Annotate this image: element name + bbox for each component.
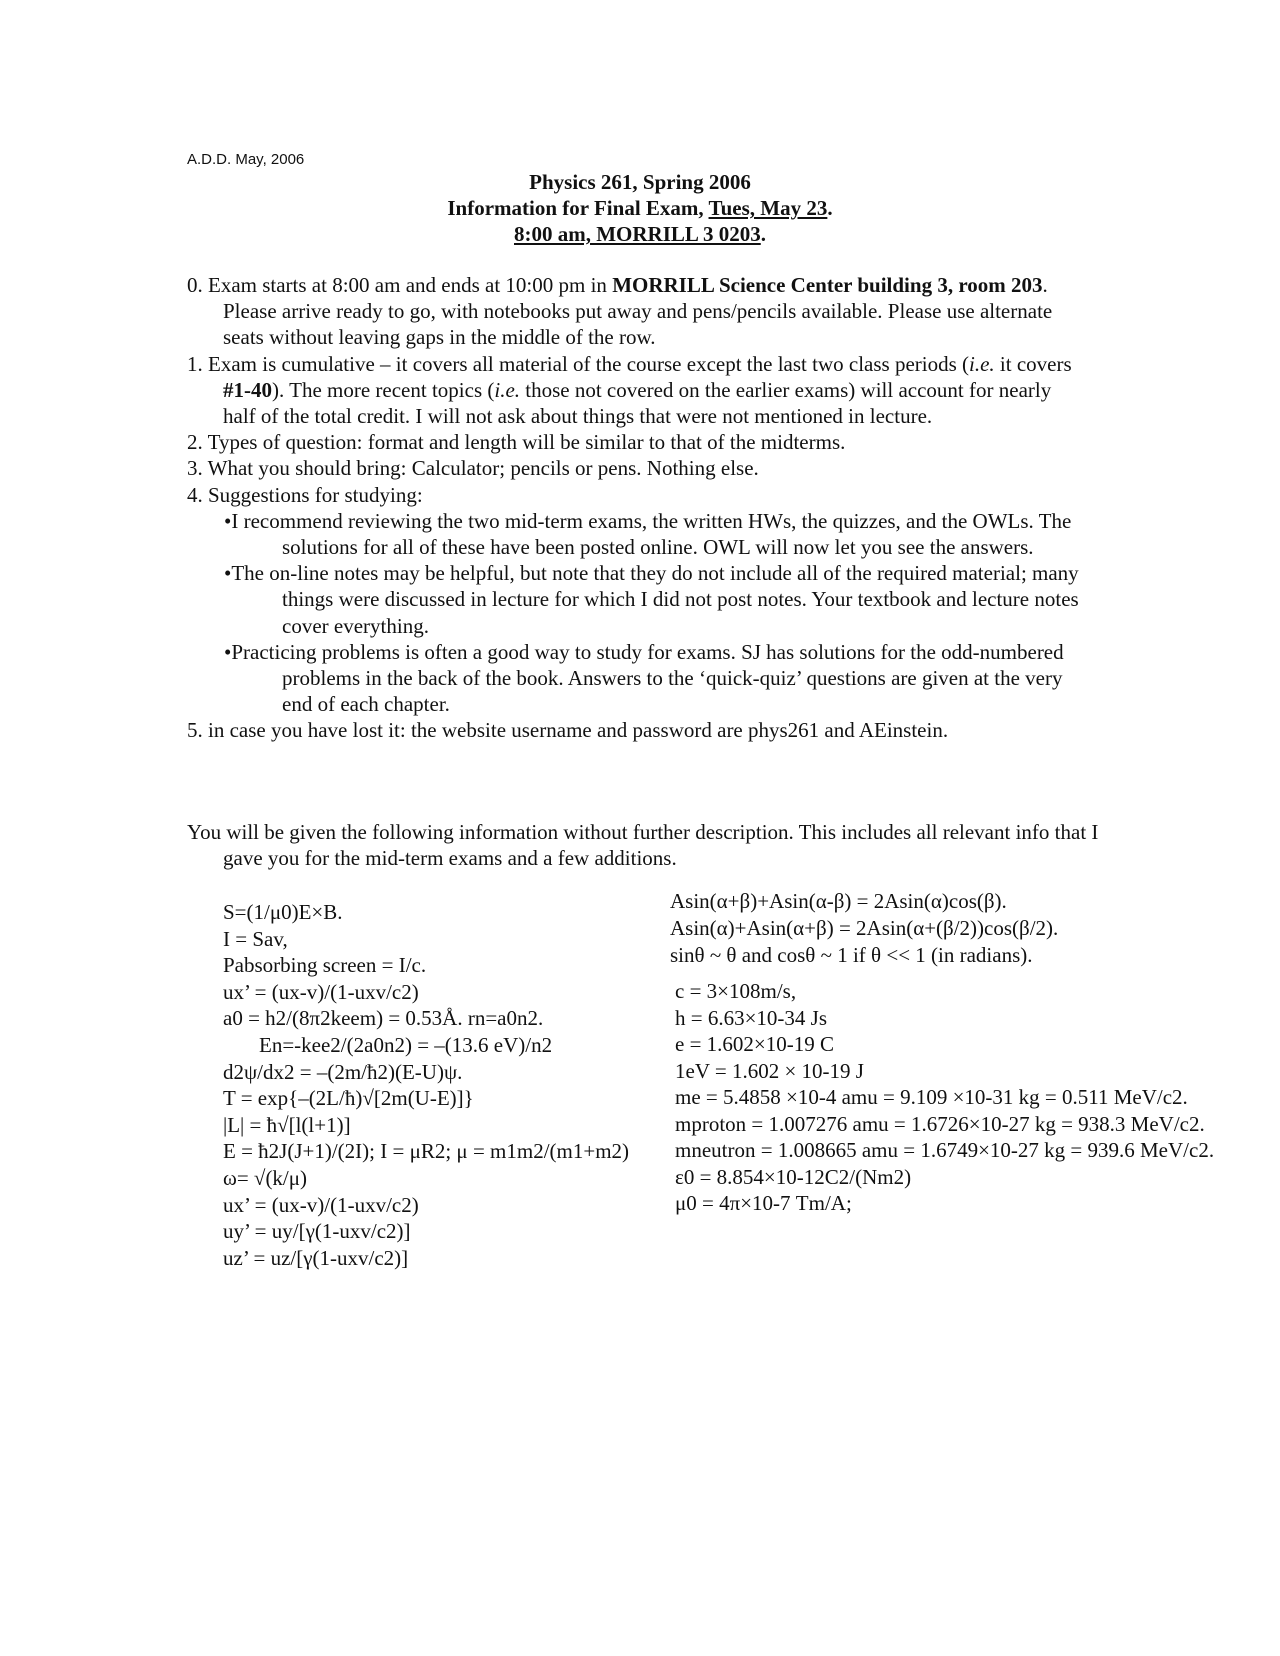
constant-eps0: ε0 = 8.854×10-12C2/(Nm2) [675,1164,912,1189]
constant-e: e = 1.602×10-19 C [675,1032,835,1056]
list-item: 5. in case you have lost it: the website username and password are phys261 and AEinstein. [187,718,949,743]
list-item: 0. Exam starts at 8:00 am and ends at 10:00 pm in MORRILL Science Center building 3, room 203. Please arrive ready to go, with notebooks put away and pens/pencils available. Please use alternate seats without leaving gaps in the middle of the row. [187,273,1053,350]
formula-trig-1: Asin(α+β)+Asin(α-β) = 2Asin(α)cos(β). [670,889,1007,913]
list-item: 4. Suggestions for studying: [187,482,423,507]
constant-ev: 1eV = 1.602 × 10-19 J [675,1058,864,1083]
constant-mproton: mproton = 1.007276 amu = 1.6726×10-27 kg = 938.3 MeV/c2. [675,1111,1205,1136]
formula-column-left [223,899,629,1271]
constants-column [675,978,1214,1217]
study-suggestion: •The on-line notes may be helpful, but note that they do not include all of the required material; many things were discussed in lecture for which I did not post notes. Your textbook and lecture notes cover everything. [224,561,1079,638]
exam-time-place: 8:00 am, MORRILL 3 0203. [514,222,766,246]
formula-ux: ux’ = (ux-v)/(1-uxv/c2) [223,979,419,1004]
constant-c: c = 3×108m/s, [675,979,797,1003]
formula-bohr: a0 = h2/(8π2keem) = 0.53Å. rn=a0n2. [223,1006,544,1031]
exam-info-line: Information for Final Exam, Tues, May 23. [447,196,833,220]
list-item: 3. What you should bring: Calculator; pencils or pens. Nothing else. [187,456,759,481]
constant-h: h = 6.63×10-34 Js [675,1005,828,1030]
formula-rotor: E = ħ2J(J+1)/(2I); I = μR2; μ = m1m2/(m1+m2) [223,1139,630,1164]
formula-tunneling: T = exp{–(2L/ħ)√[2m(U-E)]} [223,1086,474,1111]
formula-angular-momentum: |L| = ħ√[l(l+1)] [223,1112,351,1137]
title-block [0,169,1280,247]
date-stamp: A.D.D. May, 2006 [187,151,305,168]
given-info-intro: You will be given the following information without further description. This includes all relevant info that I gave you for the mid-term exams and a few additions. [187,820,1099,870]
formula-small-angle: sinθ ~ θ and cosθ ~ 1 if θ << 1 (in radians). [670,943,1033,967]
formula-uz: uz’ = uz/[γ(1-uxv/c2)] [223,1245,409,1270]
info-list [187,272,1087,744]
course-title: Physics 261, Spring 2006 [529,170,751,194]
formula-intensity: I = Sav, [223,926,288,951]
study-suggestion: •I recommend reviewing the two mid-term exams, the written HWs, the quizzes, and the OWLs. The solutions for all of these have been posted online. OWL will now let you see the answers. [224,508,1072,560]
constant-mu0: μ0 = 4π×10-7 Tm/A; [675,1191,852,1215]
formula-schrodinger: d2ψ/dx2 = –(2m/ħ2)(E-U)ψ. [223,1059,463,1084]
list-item: 2. Types of question: format and length will be similar to that of the midterms. [187,430,846,455]
formula-uy: uy’ = uy/[γ(1-uxv/c2)] [223,1219,411,1244]
constant-me: me = 5.4858 ×10-4 amu = 9.109 ×10-31 kg = 0.511 MeV/c2. [675,1085,1188,1109]
exam-date: Tues, May 23 [708,196,828,220]
formula-column-right [670,888,1058,969]
study-suggestion: •Practicing problems is often a good way to study for exams. SJ has solutions for the odd-numbered problems in the back of the book. Answers to the ‘quick-quiz’ questions are given at the very end of each chapter. [224,639,1064,717]
list-item: 1. Exam is cumulative – it covers all material of the course except the last two class periods (i.e. it covers #1-40). The more recent topics (i.e. those not covered on the earlier exams) will account for nearly half of the total credit. I will not ask about things that were not mentioned in lecture. [187,351,1072,429]
formula-energy: En=-kee2/(2a0n2) = –(13.6 eV)/n2 [259,1032,553,1057]
formula-ux-2: ux’ = (ux-v)/(1-uxv/c2) [223,1192,419,1217]
formula-trig-2: Asin(α)+Asin(α+β) = 2Asin(α+(β/2))cos(β/2). [670,916,1059,940]
formula-pressure: Pabsorbing screen = I/c. [223,953,427,978]
formula-poynting: S=(1/μ0)E×B. [223,900,343,924]
formula-omega: ω= √(k/μ) [223,1165,308,1190]
constant-mneutron: mneutron = 1.008665 amu = 1.6749×10-27 kg = 939.6 MeV/c2. [675,1138,1215,1162]
